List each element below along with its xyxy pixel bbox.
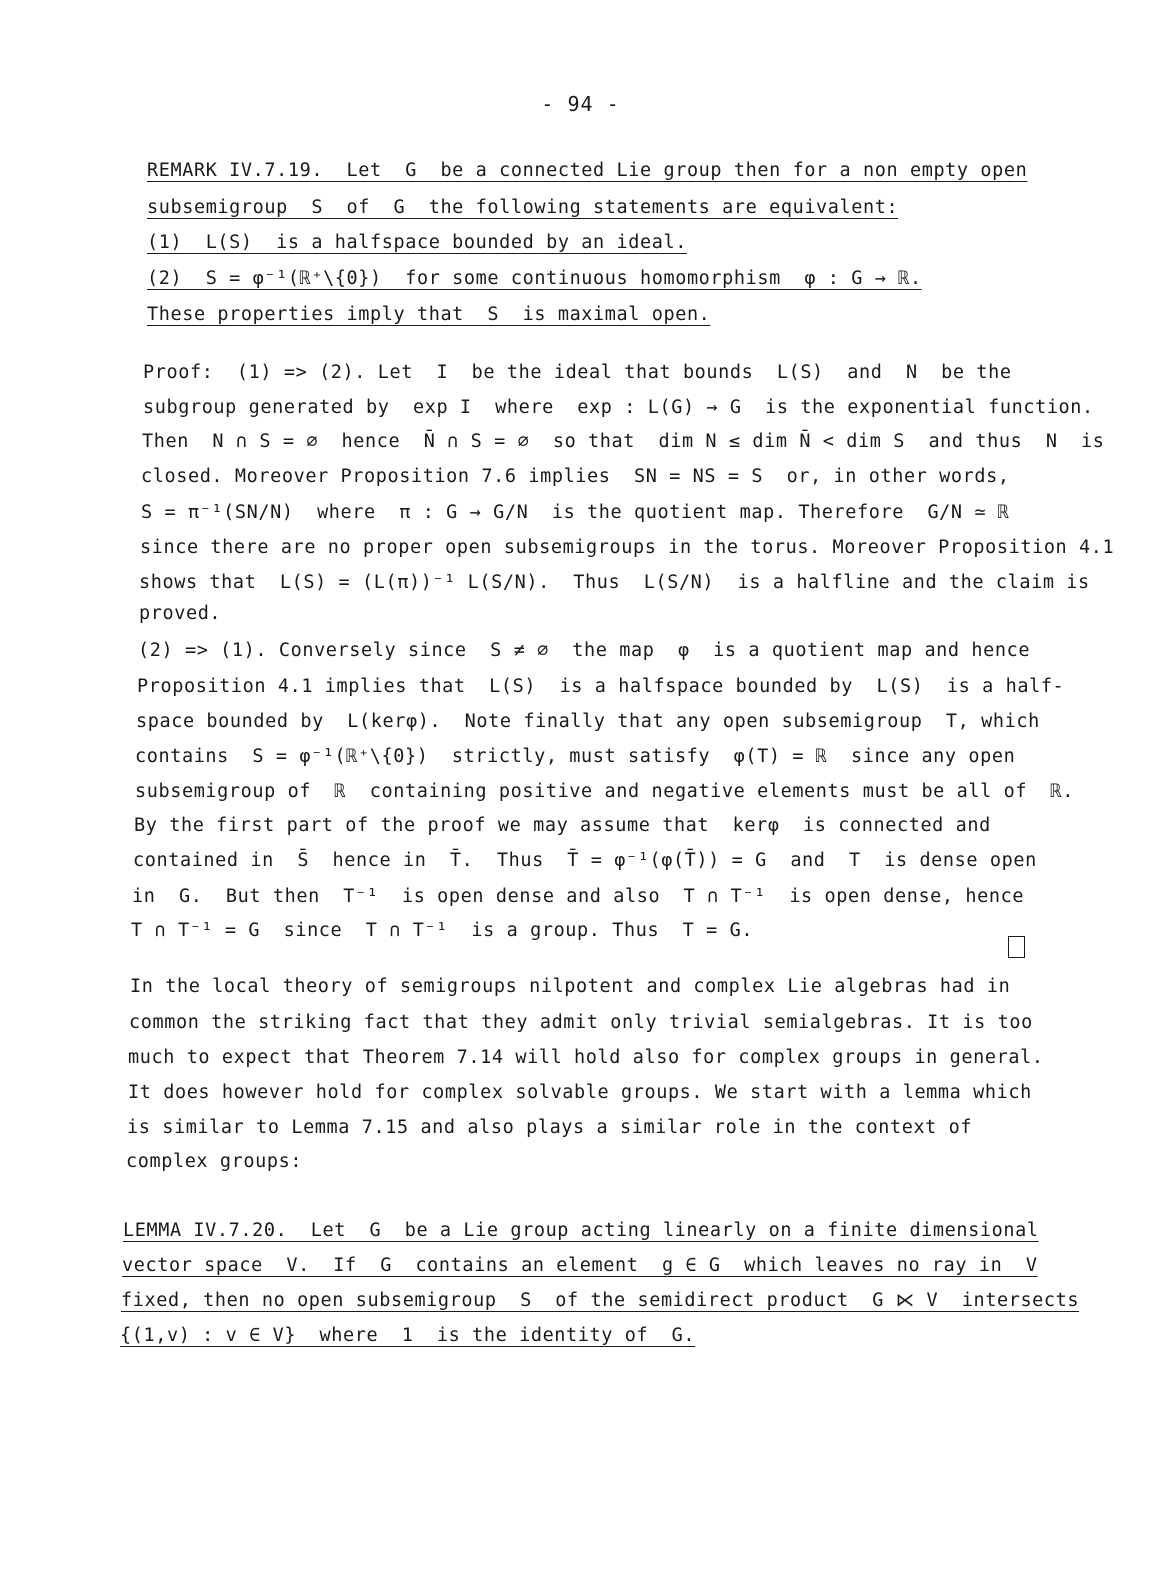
proof-line: T ∩ T⁻¹ = G since T ∩ T⁻¹ is a group. Thus T = G.	[131, 920, 754, 941]
qed-box-icon	[1008, 936, 1025, 958]
proof-line: Then N ∩ S = ∅ hence N̄ ∩ S = ∅ so that dim N ≤ dim N̄ < dim S and thus N is	[142, 431, 1105, 452]
proof-line: S = π⁻¹(SN/N) where π : G → G/N is the quotient map. Therefore G/N ≃ ℝ	[141, 502, 1010, 523]
proof-line: Proposition 4.1 implies that L(S) is a halfspace bounded by L(S) is a half-	[137, 676, 1065, 697]
remark-line: (1) L(S) is a halfspace bounded by an ideal.	[147, 232, 687, 253]
proof-line: Proof: (1) => (2). Let I be the ideal that bounds L(S) and N be the	[143, 362, 1012, 383]
paragraph-line: It does however hold for complex solvable groups. We start with a lemma which	[128, 1082, 1032, 1103]
proof-line: space bounded by L(kerφ). Note finally that any open subsemigroup T, which	[136, 711, 1040, 732]
paragraph-line: common the striking fact that they admit only trivial semialgebras. It is too	[129, 1012, 1033, 1033]
proof-line: subgroup generated by exp I where exp : L(G) → G is the exponential function.	[143, 397, 1094, 418]
lemma-line: {(1,v) : v ∈ V} where 1 is the identity of G.	[120, 1325, 696, 1346]
proof-line: contains S = φ⁻¹(ℝ⁺\{0}) strictly, must satisfy φ(T) = ℝ since any open	[135, 746, 1016, 767]
proof-line: proved.	[139, 603, 222, 624]
proof-line: shows that L(S) = (L(π))⁻¹ L(S/N). Thus L(S/N) is a halfline and the claim is	[139, 572, 1090, 593]
lemma-line: fixed, then no open subsemigroup S of the semidirect product G ⋉ V intersects	[121, 1290, 1080, 1311]
proof-line: in G. But then T⁻¹ is open dense and also T ∩ T⁻¹ is open dense, hence	[132, 886, 1025, 907]
proof-line: since there are no proper open subsemigroups in the torus. Moreover Proposition 4.1	[140, 537, 1115, 558]
paragraph-line: much to expect that Theorem 7.14 will hold also for complex groups in general.	[128, 1047, 1044, 1068]
proof-line: contained in S̄ hence in T̄. Thus T̄ = φ⁻¹(φ(T̄)) = G and T is dense open	[133, 850, 1037, 871]
remark-line: REMARK IV.7.19. Let G be a connected Lie group then for a non empty open	[147, 160, 1028, 181]
proof-line: (2) => (1). Conversely since S ≠ ∅ the map φ is a quotient map and hence	[138, 640, 1031, 661]
paragraph-line: complex groups:	[126, 1151, 303, 1172]
remark-line: subsemigroup S of G the following statements are equivalent:	[147, 197, 899, 218]
lemma-line: vector space V. If G contains an element g ∈ G which leaves no ray in V	[122, 1255, 1038, 1276]
proof-line: subsemigroup of ℝ containing positive and negative elements must be all of ℝ.	[135, 781, 1075, 802]
paragraph-line: In the local theory of semigroups nilpotent and complex Lie algebras had in	[130, 976, 1011, 997]
remark-line: These properties imply that S is maximal open.	[147, 304, 711, 325]
proof-line: By the first part of the proof we may assume that kerφ is connected and	[134, 815, 991, 836]
remark-line: (2) S = φ⁻¹(ℝ⁺\{0}) for some continuous homomorphism φ : G → ℝ.	[147, 268, 922, 289]
paragraph-line: is similar to Lemma 7.15 and also plays a similar role in the context of	[127, 1117, 973, 1138]
page-number: - 94 -	[541, 92, 620, 116]
lemma-line: LEMMA IV.7.20. Let G be a Lie group acting linearly on a finite dimensional	[123, 1220, 1039, 1241]
proof-line: closed. Moreover Proposition 7.6 implies SN = NS = S or, in other words,	[141, 466, 1010, 487]
